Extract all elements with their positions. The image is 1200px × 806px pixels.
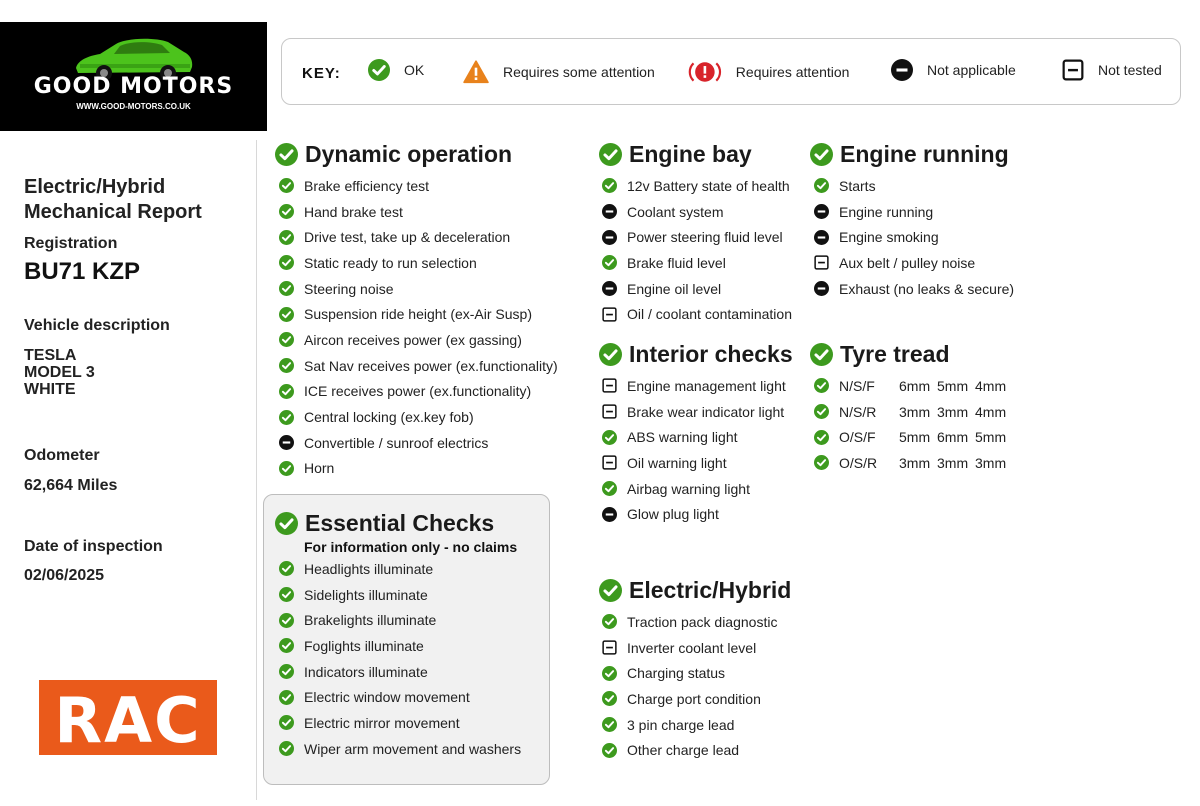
report-title bbox=[24, 175, 202, 225]
tyre-depth-3: 4mm bbox=[975, 377, 1007, 394]
list-item-label: ABS warning light bbox=[627, 429, 738, 446]
key-item-ok bbox=[368, 59, 424, 81]
section-title: Essential Checks bbox=[305, 509, 495, 536]
list-item-label: Other charge lead bbox=[627, 742, 740, 759]
tyre-position: O/S/R bbox=[839, 454, 878, 471]
list-item-label: Foglights illuminate bbox=[304, 637, 424, 654]
key-label-some-attention: Requires some attention bbox=[503, 64, 655, 80]
electric-hybrid-section bbox=[599, 575, 791, 763]
list-item bbox=[599, 635, 791, 661]
not-applicable-icon bbox=[891, 59, 913, 81]
engine-running-section bbox=[810, 139, 1014, 301]
check-icon bbox=[279, 638, 294, 653]
check-icon bbox=[602, 691, 617, 706]
list-item-label: Aux belt / pulley noise bbox=[839, 254, 976, 271]
list-item bbox=[275, 736, 521, 762]
inspection-date-label: Date of inspection bbox=[24, 538, 163, 555]
list-item-label: Drive test, take up & deceleration bbox=[304, 229, 511, 246]
key-label-not-tested: Not tested bbox=[1098, 62, 1162, 78]
list-item-label: Power steering fluid level bbox=[627, 229, 783, 246]
check-icon bbox=[279, 461, 294, 476]
list-item bbox=[810, 199, 1014, 225]
tyre-tread-section bbox=[810, 339, 1013, 476]
list-item bbox=[275, 379, 558, 405]
list-item bbox=[599, 476, 793, 502]
list-item-label: Glow plug light bbox=[627, 506, 719, 523]
check-icon bbox=[814, 430, 829, 445]
list-item-label: Oil warning light bbox=[627, 454, 727, 471]
not-tested-icon bbox=[602, 455, 617, 470]
key-label-attention: Requires attention bbox=[735, 64, 850, 80]
list-item-label: Oil / coolant contamination bbox=[627, 306, 792, 323]
interior-checks-header bbox=[599, 339, 793, 369]
column-divider bbox=[256, 140, 257, 800]
list-item-label: Steering noise bbox=[304, 280, 394, 297]
tyre-depth-3: 3mm bbox=[975, 454, 1007, 471]
key-item-not-applicable bbox=[891, 59, 1016, 81]
not-applicable-icon bbox=[814, 281, 829, 296]
check-icon bbox=[602, 481, 617, 496]
list-item bbox=[599, 609, 791, 635]
section-title: Engine bay bbox=[629, 140, 752, 167]
list-item-label: 3 pin charge lead bbox=[627, 716, 735, 733]
not-tested-icon bbox=[1062, 59, 1084, 81]
tyre-depth-2: 3mm bbox=[937, 403, 969, 420]
dynamic-operation-header bbox=[275, 139, 558, 169]
list-item bbox=[275, 582, 521, 608]
list-item-label: Engine running bbox=[839, 203, 934, 220]
section-title: Engine running bbox=[840, 140, 1009, 167]
key-item-some-attention bbox=[463, 59, 655, 85]
list-item bbox=[599, 373, 793, 399]
check-icon bbox=[279, 613, 294, 628]
check-icon bbox=[814, 404, 829, 419]
check-icon bbox=[368, 59, 390, 81]
check-icon bbox=[814, 455, 829, 470]
electric-hybrid-list bbox=[599, 609, 791, 763]
list-item-label: Exhaust (no leaks & secure) bbox=[839, 280, 1015, 297]
check-icon bbox=[602, 614, 617, 629]
tyre-depth-1: 6mm bbox=[899, 377, 931, 394]
list-item bbox=[275, 556, 521, 582]
not-applicable-icon bbox=[602, 281, 617, 296]
list-item-label: Indicators illuminate bbox=[304, 663, 428, 680]
list-item-label: ICE receives power (ex.functionality) bbox=[304, 383, 532, 400]
not-tested-icon bbox=[602, 307, 617, 322]
list-item-label: Convertible / sunroof electrics bbox=[304, 434, 489, 451]
interior-checks-list bbox=[599, 373, 793, 527]
list-item-label: Static ready to run selection bbox=[304, 254, 477, 271]
check-icon bbox=[279, 690, 294, 705]
check-icon bbox=[599, 143, 622, 166]
key-title: KEY: bbox=[302, 65, 341, 82]
tyre-depth-1: 3mm bbox=[899, 454, 931, 471]
list-item bbox=[275, 710, 521, 736]
list-item-label: Engine management light bbox=[627, 377, 786, 394]
essential-checks-header bbox=[275, 508, 521, 538]
engine-running-header bbox=[810, 139, 1014, 169]
list-item-label: Charge port condition bbox=[627, 690, 761, 707]
tyre-depth-3: 5mm bbox=[975, 429, 1007, 446]
check-icon bbox=[810, 143, 833, 166]
check-icon bbox=[814, 178, 829, 193]
registration-value: BU71 KZP bbox=[24, 258, 141, 285]
list-item bbox=[599, 224, 792, 250]
list-item bbox=[810, 250, 1014, 276]
check-icon bbox=[810, 343, 833, 366]
list-item bbox=[599, 276, 792, 302]
not-tested-icon bbox=[602, 378, 617, 393]
list-item-label: Wiper arm movement and washers bbox=[304, 740, 522, 757]
brand-url: WWW.GOOD-MOTORS.CO.UK bbox=[76, 102, 191, 111]
check-icon bbox=[279, 204, 294, 219]
tyre-tread-header bbox=[810, 339, 1013, 369]
not-tested-icon bbox=[602, 404, 617, 419]
warning-triangle-icon bbox=[463, 59, 489, 85]
report-title-line-1: Electric/Hybrid bbox=[24, 176, 166, 198]
list-item bbox=[275, 353, 558, 379]
odometer-label: Odometer bbox=[24, 447, 100, 464]
list-item bbox=[275, 301, 558, 327]
list-item-label: Starts bbox=[839, 177, 876, 194]
list-item-label: Electric window movement bbox=[304, 689, 470, 706]
check-icon bbox=[602, 743, 617, 758]
check-icon bbox=[602, 430, 617, 445]
good-motors-logo bbox=[0, 22, 267, 131]
list-item bbox=[599, 424, 793, 450]
list-item-label: Hand brake test bbox=[304, 203, 403, 220]
list-item-label: Inverter coolant level bbox=[627, 639, 757, 656]
tyre-row bbox=[810, 373, 1013, 399]
list-item bbox=[599, 660, 791, 686]
list-item bbox=[810, 173, 1014, 199]
list-item-label: Traction pack diagnostic bbox=[627, 613, 778, 630]
vehicle-description-label: Vehicle description bbox=[24, 317, 170, 334]
section-title: Tyre tread bbox=[840, 340, 950, 367]
not-applicable-icon bbox=[814, 230, 829, 245]
list-item bbox=[275, 633, 521, 659]
list-item bbox=[275, 684, 521, 710]
registration-label: Registration bbox=[24, 235, 118, 252]
list-item-label: Aircon receives power (ex gassing) bbox=[304, 331, 522, 348]
brand-name: GOOD MOTORS bbox=[33, 74, 234, 99]
dynamic-operation-list bbox=[275, 173, 558, 481]
check-icon bbox=[279, 358, 294, 373]
alert-icon bbox=[688, 59, 722, 85]
check-icon bbox=[279, 561, 294, 576]
check-icon bbox=[279, 307, 294, 322]
check-icon bbox=[279, 230, 294, 245]
list-item bbox=[275, 224, 558, 250]
dynamic-operation-section bbox=[275, 139, 558, 481]
tyre-depth-2: 5mm bbox=[937, 377, 969, 394]
list-item bbox=[275, 404, 558, 430]
list-item bbox=[599, 173, 792, 199]
list-item-label: Brake wear indicator light bbox=[627, 403, 785, 420]
list-item bbox=[810, 224, 1014, 250]
vehicle-color: WHITE bbox=[24, 381, 76, 398]
check-icon bbox=[279, 178, 294, 193]
status-key bbox=[281, 38, 1181, 105]
tyre-depth-2: 3mm bbox=[937, 454, 969, 471]
check-icon bbox=[602, 255, 617, 270]
list-item-label: Sat Nav receives power (ex.functionality) bbox=[304, 357, 558, 374]
list-item-label: Sidelights illuminate bbox=[304, 586, 428, 603]
check-icon bbox=[599, 343, 622, 366]
list-item bbox=[599, 450, 793, 476]
check-icon bbox=[599, 579, 622, 602]
tyre-row bbox=[810, 399, 1013, 425]
odometer-value: 62,664 Miles bbox=[24, 477, 118, 494]
list-item-label: Headlights illuminate bbox=[304, 560, 434, 577]
check-icon bbox=[814, 378, 829, 393]
essential-checks-section bbox=[275, 508, 521, 762]
check-icon bbox=[279, 587, 294, 602]
section-title: Dynamic operation bbox=[305, 140, 513, 167]
key-item-not-tested bbox=[1062, 59, 1162, 81]
rac-logo-icon bbox=[39, 680, 217, 755]
tyre-tread-list bbox=[810, 373, 1013, 476]
essential-checks-note: For information only - no claims bbox=[304, 539, 518, 555]
list-item-label: Electric mirror movement bbox=[304, 714, 460, 731]
list-item bbox=[275, 456, 558, 482]
list-item bbox=[275, 199, 558, 225]
interior-checks-section bbox=[599, 339, 793, 527]
inspection-date-value: 02/06/2025 bbox=[24, 567, 105, 584]
list-item bbox=[275, 659, 521, 685]
tyre-depth-3: 4mm bbox=[975, 403, 1007, 420]
list-item bbox=[275, 276, 558, 302]
tyre-row bbox=[810, 424, 1013, 450]
list-item bbox=[810, 276, 1014, 302]
tyre-depth-1: 3mm bbox=[899, 403, 931, 420]
vehicle-make: TESLA bbox=[24, 347, 77, 364]
engine-bay-list bbox=[599, 173, 792, 327]
not-tested-icon bbox=[602, 640, 617, 655]
tyre-depth-1: 5mm bbox=[899, 429, 931, 446]
tyre-row bbox=[810, 450, 1013, 476]
tyre-position: N/S/F bbox=[839, 377, 875, 394]
list-item-label: 12v Battery state of health bbox=[627, 177, 790, 194]
list-item bbox=[599, 199, 792, 225]
list-item bbox=[599, 686, 791, 712]
key-item-attention bbox=[688, 59, 849, 85]
list-item-label: Engine smoking bbox=[839, 229, 939, 246]
list-item-label: Brakelights illuminate bbox=[304, 612, 437, 629]
list-item bbox=[275, 250, 558, 276]
not-tested-icon bbox=[814, 255, 829, 270]
list-item bbox=[599, 501, 793, 527]
list-item-label: Airbag warning light bbox=[627, 480, 750, 497]
rac-logo-text: RAC bbox=[54, 684, 202, 755]
list-item bbox=[599, 399, 793, 425]
list-item-label: Suspension ride height (ex-Air Susp) bbox=[304, 306, 533, 323]
list-item-label: Brake fluid level bbox=[627, 254, 726, 271]
list-item bbox=[599, 737, 791, 763]
check-icon bbox=[602, 666, 617, 681]
check-icon bbox=[279, 741, 294, 756]
check-icon bbox=[602, 717, 617, 732]
tyre-depth-2: 6mm bbox=[937, 429, 969, 446]
vehicle-model: MODEL 3 bbox=[24, 364, 95, 381]
key-label-ok: OK bbox=[404, 62, 425, 78]
check-icon bbox=[279, 664, 294, 679]
not-applicable-icon bbox=[602, 204, 617, 219]
list-item-label: Brake efficiency test bbox=[304, 177, 430, 194]
section-title: Electric/Hybrid bbox=[629, 576, 792, 603]
tyre-position: O/S/F bbox=[839, 429, 876, 446]
list-item-label: Charging status bbox=[627, 665, 726, 682]
check-icon bbox=[279, 715, 294, 730]
section-title: Interior checks bbox=[629, 340, 793, 367]
not-applicable-icon bbox=[279, 435, 294, 450]
list-item-label: Engine oil level bbox=[627, 280, 722, 297]
check-icon bbox=[279, 281, 294, 296]
report-title-line-2: Mechanical Report bbox=[24, 201, 202, 223]
list-item bbox=[275, 430, 558, 456]
not-applicable-icon bbox=[814, 204, 829, 219]
list-item bbox=[599, 250, 792, 276]
check-icon bbox=[279, 255, 294, 270]
list-item bbox=[599, 712, 791, 738]
list-item bbox=[275, 327, 558, 353]
list-item-label: Central locking (ex.key fob) bbox=[304, 409, 474, 426]
check-icon bbox=[279, 384, 294, 399]
check-icon bbox=[602, 178, 617, 193]
list-item bbox=[275, 607, 521, 633]
list-item-label: Coolant system bbox=[627, 203, 724, 220]
not-applicable-icon bbox=[602, 230, 617, 245]
essential-checks-list bbox=[275, 556, 521, 762]
rac-logo bbox=[39, 680, 217, 755]
not-applicable-icon bbox=[602, 507, 617, 522]
check-icon bbox=[279, 332, 294, 347]
list-item-label: Horn bbox=[304, 460, 335, 477]
engine-bay-section bbox=[599, 139, 792, 327]
check-icon bbox=[279, 410, 294, 425]
engine-running-list bbox=[810, 173, 1014, 301]
key-label-not-applicable: Not applicable bbox=[927, 62, 1016, 78]
check-icon bbox=[275, 143, 298, 166]
tyre-position: N/S/R bbox=[839, 403, 877, 420]
check-icon bbox=[275, 512, 298, 535]
list-item bbox=[599, 301, 792, 327]
list-item bbox=[275, 173, 558, 199]
electric-hybrid-header bbox=[599, 575, 791, 605]
engine-bay-header bbox=[599, 139, 792, 169]
